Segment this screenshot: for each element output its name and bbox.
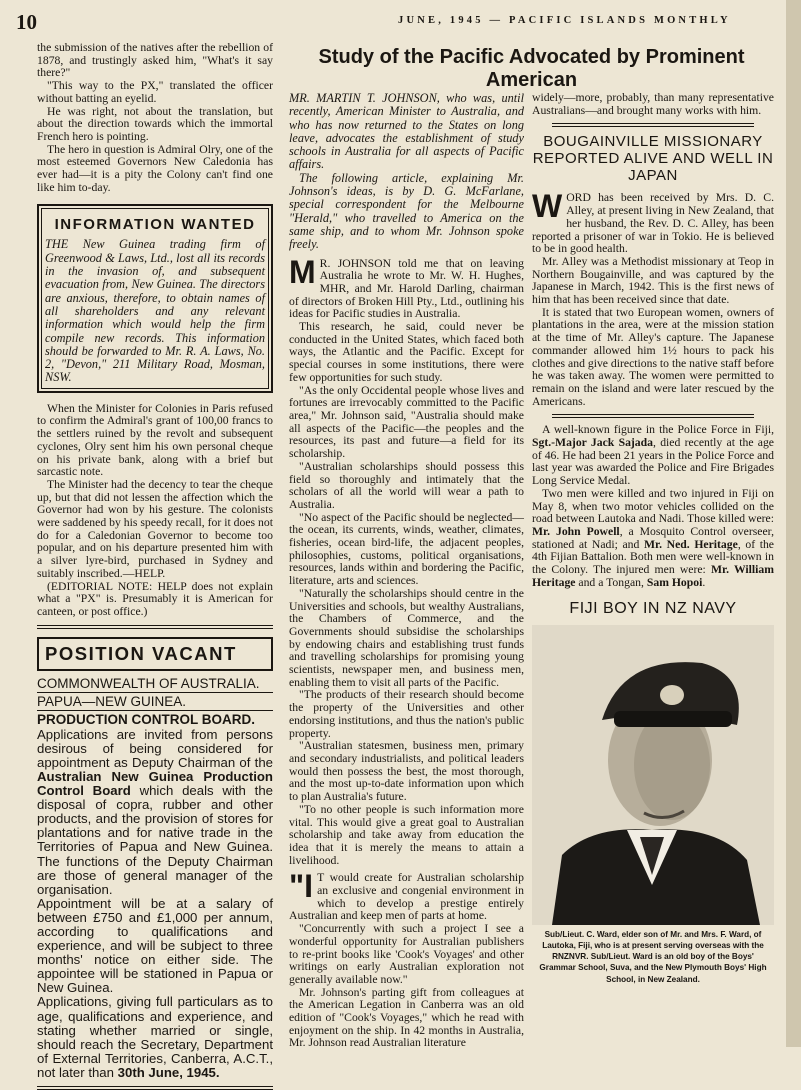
column-right (532, 92, 774, 1047)
position-line-3: PRODUCTION CONTROL BOARD. (37, 711, 255, 727)
photo-caption: Sub/Lieut. C. Ward, elder son of Mr. and Mrs. F. Ward, of Lautoka, Fiji, who is at present serving overseas with the RNZNVR. Sub/Lieut. Ward is an old boy of the Boys' Grammar School, Suva, and the New Plymouth Boys' High School, in New Zealand. (539, 929, 767, 984)
story-para: "To no other people is such information more vital. This would give a great goal to Australian scholarship and take away from education the idea that it is merely the means to attain a livelihood. (289, 802, 524, 867)
intro-para: MR. MARTIN T. JOHNSON, who was, until recently, American Minister to Australia, and who has now returned to the States on long leave, advocates the establishment of study schools in Australia for all aspects of Pacific affairs. (289, 91, 524, 172)
divider (37, 625, 273, 629)
dropcap: "I (289, 868, 314, 905)
dropcap: W (532, 188, 563, 225)
fiji-accident-para: Two men were killed and two injured in Fiji on May 8, when two motor vehicles collided on the road between Lautoka and Nadi. Those killed were: Mr. John Powell, a Mosquito Control overseer, stationed at Nadi; and Mr. Ned. Heritage, of the 4th Fijian Battalion. Both men were well-known in the Colony. The injured men were: Mr. William Heritage and a Tongan, Sam Hopoi. (532, 486, 775, 589)
lead-para: WORD has been received by Mrs. D. C. Alley, at present living in New Zealand, that her husband, the Rev. D. C. Alley, has been reported a prisoner of war in Tokio. He is believed to be in good health. (532, 188, 774, 256)
main-headline-block (289, 46, 774, 92)
page-number: 10 (16, 10, 37, 34)
position-vacant-title: POSITION VACANT (37, 637, 273, 671)
divider (37, 1086, 273, 1090)
story-para: It is stated that two European women, owners of plantations in the area, were at the mission station at the time of Mr. Alley's capture. The Japanese commander allowed him 1½ hours to pack his clothes and give directions to the native staff before he was taken away. The women were permitted to remain on the island and were later rescued by the Americans. (532, 305, 774, 408)
story-para: "No aspect of the Pacific should be neglected—the ocean, its currents, winds, weather, climates, fisheries, ocean bird-life, the adjacent peoples, philosophies, customs, political organisations, resources, lands within and bordering the Pacific, literature, arts and sciences. (289, 510, 524, 588)
column-left (37, 41, 273, 1080)
position-line-2: PAPUA—NEW GUINEA. (37, 693, 273, 711)
position-para-3: Applications, giving full particulars as to age, qualifications and experience, and stating whether married or single, should reach the Secretary, Department of External Territories, Canberra, A.C.T., not later than 30th June, 1945. (37, 994, 273, 1080)
continuation-para: widely—more, probably, than many representative Australians—and brought many works with him. (532, 91, 774, 117)
page-edge-shadow (786, 0, 801, 1047)
story-para: The Minister had the decency to tear the cheque up, but that did not lessen the affection which the Governor had won by his gesture. The colonists were saddened by his speedy recall, for it does not do for a Caledonian Governor to become too popular, and on his departure presented him with a silver lyre-bird, purchased in Sydney and suitably inscribed.—HELP. (37, 477, 273, 580)
fiji-boy-headline: FIJI BOY IN NZ NAVY (569, 599, 737, 617)
story-para: Mr. Alley was a Methodist missionary at Teop in Northern Bougainville, and was captured by the Japanese in March, 1942. This is the first news of him that has been received since that date. (532, 254, 774, 307)
position-para-1: Applications are invited from persons desirous of being considered for appointment as Deputy Chairman of the Australian New Guinea Production Control Board which deals with the disposal of copra, rubber and other products, and the provision of stores for plantations and for native trade in the Territories of Papua and New Guinea. The functions of the Deputy Chairman are those of general manager of the organisation. (37, 726, 273, 897)
bougainville-headline: BOUGAINVILLE MISSIONARY REPORTED ALIVE AND WELL IN JAPAN (532, 133, 774, 185)
divider (552, 414, 754, 418)
lead-para: "I T would create for Australian scholarship an exclusive and congenial environment in which to develop a prestige entirely Australian and keep men of parts at home. (289, 868, 524, 923)
story-para: "Australian scholarships should possess this field so thoroughly and intimately that the scholars of all the world will wear a path to Australia. (289, 459, 524, 511)
story-para: "Australian statesmen, business men, primary and secondary industrialists, and political leaders would then possess the best, the most thorough, and the most up-to-date information upon which to plan Australia's future. (289, 739, 524, 804)
intro-para: The following article, explaining Mr. Johnson's ideas, is by D. G. McFarlane, special correspondent for the Melbourne "Herald," who travelled to America on the same ship, and to whom Mr. Johnson spoke freely. (289, 170, 524, 252)
story-para: Mr. Johnson's parting gift from colleagues at the American Legation in Canberra was an old edition of "Cook's Voyages," which he read with enjoyment on the ship. In 42 months in Australia, Mr. Johnson read Australian literature (289, 985, 524, 1050)
opening-para: "This way to the PX," translated the officer without batting an eyelid. (37, 79, 273, 105)
information-wanted-box (37, 204, 273, 392)
dropcap: M (289, 253, 316, 290)
position-para-2: Appointment will be at a salary of between £750 and £1,000 per annum, according to qualifications and experience, and will be subject to three months' notice on either side. The appointee will be stationed in Papua or New Guinea. (37, 895, 273, 996)
running-head: JUNE, 1945 — PACIFIC ISLANDS MONTHLY (398, 15, 731, 26)
opening-para: the submission of the natives after the rebellion of 1878, and trustingly asked him, "What's it say there?" (37, 41, 273, 80)
editorial-note: (EDITORIAL NOTE: HELP does not explain what a "PX" is. Presumably it is American for canteen, or post office.) (37, 579, 273, 618)
divider (552, 123, 754, 127)
story-para: "The products of their research should become the property of the Universities and other endorsing institutions, and thus the nation's public property. (289, 688, 524, 740)
information-wanted-text: THE New Guinea trading firm of Greenwood & Laws, Ltd., lost all its records in the invasion of, and subsequent evacuation from, New Guinea. The directors are anxious, therefore, to obtain names of all shareholders and any relevant information which would help the firm compile new records. This information should be forwarded to Mr. R. A. Laws, No. 2, "Devon," 211 Military Road, Mosman, NSW. (45, 237, 265, 385)
opening-para: The hero in question is Admiral Olry, one of the most esteemed Governors New Caledonia has ever had—it is a pity the Colony can't find one like him to-day. (37, 142, 273, 194)
main-headline: Study of the Pacific Advocated by Prominent American (318, 46, 745, 91)
story-para: When the Minister for Colonies in Paris refused to confirm the Admiral's grant of 100,00 francs to the settlers ruined by the revolt and subsequent cyclones, Olry sent him his own personal cheque on his private bank, along with a brief but sarcastic note. (37, 401, 273, 479)
story-para: "As the only Occidental people whose lives and fortunes are irrevocably committed to the Pacific area," Mr. Johnson said, "Australia should make all aspects of the Pacific—the peoples and the resources, its past and future—a field for its scholarship. (289, 383, 524, 461)
column-middle (289, 91, 524, 1050)
fiji-police-para: A well-known figure in the Police Force in Fiji, Sgt.-Major Jack Sajada, died recently at the age of 46. He had been 21 years in the Police Force and last year was awarded the Police and Fire Brigades Long Service Medal. (532, 423, 774, 488)
portrait-photo (532, 625, 774, 925)
position-line-1: COMMONWEALTH OF AUSTRALIA. (37, 675, 273, 693)
story-para: "Naturally the scholarships should centre in the Universities and schools, but wealthy Australians, the Chambers of Commerce, and the Governments should subsidise the scholarships by endowing chairs and establishing trust funds and travelling scholarships for promising young scientists, newspaper men, and business men, enabling them to visit all parts of the Pacific. (289, 586, 524, 689)
story-para: "Concurrently with such a project I see a wonderful opportunity for Australian publishers to re-print books like 'Cook's Voyages' and other writings on early Australian exploration not generally available now." (289, 922, 524, 986)
opening-para: He was right, not about the translation, but about the direction towards which the immortal French hero is pointing. (37, 104, 273, 143)
lead-para: M R. JOHNSON told me that on leaving Australia he wrote to Mr. W. H. Hughes, MHR, and Mr. Harold Darling, chairman of directors of Broken Hill Pty., Ltd., outlining his ideas for Pacific studies in Australia. (289, 253, 524, 321)
information-wanted-title: INFORMATION WANTED (54, 216, 256, 234)
story-para: This research, he said, could never be conducted in the United States, which faced both ways, the Atlantic and the Pacific. Except for special courses in some institutions, there were few opportunities for such study. (289, 320, 524, 384)
